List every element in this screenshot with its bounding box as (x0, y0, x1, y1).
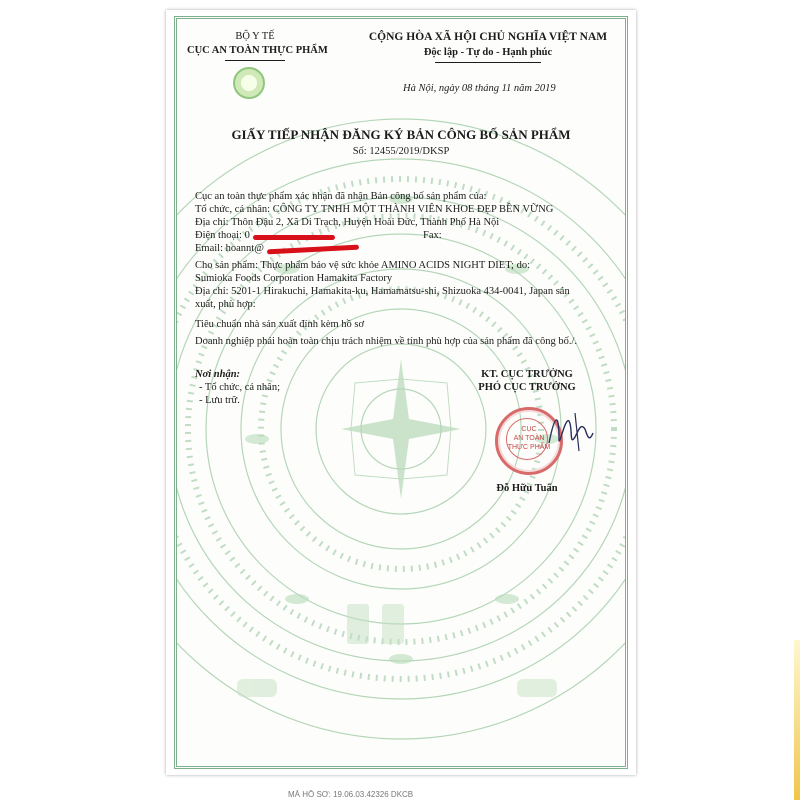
signature-subtitle: PHÓ CỤC TRƯỞNG (478, 382, 576, 393)
signature-title: KT. CỤC TRƯỞNG (481, 369, 573, 380)
phone-redaction (253, 235, 335, 240)
republic-name: CỘNG HÒA XÃ HỘI CHỦ NGHĨA VIỆT NAM (368, 31, 608, 43)
document-frame (174, 16, 628, 769)
document-number: Số: 12455/2019/DKSP (352, 146, 450, 157)
recipient-item: - Lưu trữ. (199, 395, 240, 406)
signer-name: Đỗ Hữu Tuấn (496, 483, 558, 494)
standard-line: Tiêu chuẩn nhà sản xuất đính kèm hồ sơ (195, 319, 365, 330)
page-edge-strip (794, 640, 800, 800)
handwritten-signature (545, 403, 605, 463)
motto-divider (435, 62, 541, 63)
stamp-text: CỤC (521, 426, 537, 433)
intro-line: Cục an toàn thực phẩm xác nhận đã nhận Bản công bố sản phẩm của: (195, 191, 487, 202)
fax-label: Fax: (423, 230, 442, 241)
department-name: CỤC AN TOÀN THỰC PHẨM (187, 45, 328, 56)
responsibility-line: Doanh nghiệp phải hoàn toàn chịu trách nhiệm về tính phù hợp của sản phẩm đã công bố./. (195, 336, 577, 347)
manufacturer-address-continued: xuất, phù hợp: (195, 299, 256, 310)
recipient-item: - Tổ chức, cá nhân; (199, 382, 281, 393)
place-date: Hà Nội, ngày 08 tháng 11 năm 2019 (403, 83, 556, 94)
food-safety-logo (233, 67, 265, 99)
header-divider (225, 60, 285, 61)
organization-line: Tổ chức, cá nhân: CÔNG TY TNHH MỘT THÀNH VIÊN KHOE ĐẸP BỀN VỮNG (195, 204, 554, 215)
manufacturer-line: Sumioka Foods Corporation Hamakita Factory (195, 273, 393, 284)
product-line: Cho sản phẩm: Thực phẩm bảo vệ sức khỏe AMINO ACIDS NIGHT DIET; do: (195, 260, 531, 271)
address-line: Địa chỉ: Thôn Đậu 2, Xã Di Trạch, Huyện Hoài Đức, Thành Phố Hà Nội (195, 217, 500, 228)
stamp-text: THỰC PHẨM (507, 444, 551, 451)
stamp-text: AN TOÀN (513, 435, 545, 442)
national-motto: Độc lập - Tự do - Hạnh phúc (423, 47, 553, 58)
document-paper (166, 10, 636, 775)
phone-line: Điện thoại: 0 (195, 230, 250, 241)
ministry-name: BỘ Y TẾ (235, 31, 275, 42)
dossier-code: MÃ HỒ SƠ: 19.06.03.42326 DKCB (288, 790, 414, 799)
email-line: Email: hoannt@ (195, 243, 264, 254)
manufacturer-address-line: Địa chỉ: 5201-1 Hirakuchi, Hamakita-ku, Hamamatsu-shi, Shizuoka 434-0041, Japan sản (195, 286, 570, 297)
document-title: GIẤY TIẾP NHẬN ĐĂNG KÝ BẢN CÔNG BỐ SẢN PHẨM (231, 127, 571, 142)
recipients-heading: Nơi nhận: (195, 369, 241, 380)
